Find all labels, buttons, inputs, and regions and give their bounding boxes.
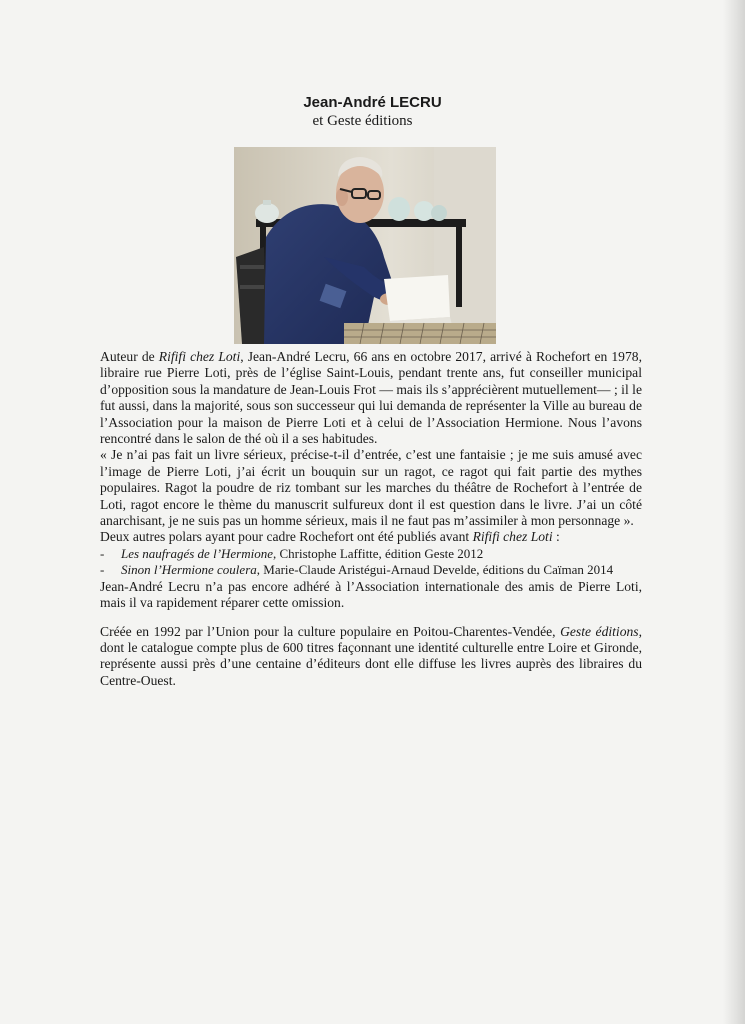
quote-paragraph: « Je n’ai pas fait un livre sérieux, précise-t-il d’entrée, c’est une fantaisie ; je me suis amusé avec l’image de Pierre Loti, j’ai écrit un bouquin sur un ragot, ce ragot qui fait partie des mythes populaires. Ragot la poudre de riz tombant sur les marches du théâtre de Rochefort à l’entrée de Loti, ragot encore le thème du manuscrit sulfureux dont il est question dans le livre. J’ai un côté anarchisant, je ne suis pas un homme sérieux, mais il ne faut pas m’assimiler à mon personnage ».	[100, 447, 642, 529]
geste-name: Geste éditions	[560, 623, 639, 639]
geste-paragraph	[100, 624, 642, 690]
intro-paragraph	[100, 349, 642, 447]
other-books-text: Deux autres polars ayant pour cadre Rochefort ont été publiés avant	[100, 529, 473, 545]
portrait-photo-icon	[234, 147, 496, 344]
adhesion-paragraph: Jean-André Lecru n’a pas encore adhéré à l’Association internationale des amis de Pierre Loti, mais il va rapidement réparer cette omission.	[100, 578, 642, 611]
intro-text-end: , Jean-André Lecru, 66 ans en octobre 2017, arrivé à Rochefort en 1978, libraire rue Pierre Loti, près de l’église Saint-Louis, pendant trente ans, fut conseiller municipal d’opposition sous la mandature de Jean-Louis Frot — mais ils s’apprécièrent mutuellement— ; il le fut aussi, dans la majorité, sous son successeur qui lui demanda de représenter la Ville au bureau de l’Association pour la maison de Pierre Loti et à celui de l’Association Hermione. Nous l’avons rencontré dans le salon de thé où il a ses habitudes.	[100, 349, 642, 447]
list-book-title: Les naufragés de l’Hermione	[121, 545, 274, 561]
page-subtitle: et Geste éditions	[312, 113, 413, 129]
list-dash: -	[100, 545, 105, 561]
list-book-details: , Christophe Laffitte, édition Geste 2012	[273, 545, 484, 561]
geste-text-start: Créée en 1992 par l’Union pour la culture populaire en Poitou-Charentes-Vendée,	[100, 623, 561, 639]
list-item	[100, 562, 642, 578]
portrait-photo	[234, 147, 496, 344]
intro-text-start: Auteur de	[100, 349, 159, 364]
list-dash: -	[100, 562, 105, 578]
other-books-intro	[100, 529, 642, 545]
page-edge-shadow	[723, 0, 745, 1024]
page-title: Jean-André LECRU	[303, 94, 442, 111]
book-title: Rififi chez Loti	[158, 349, 241, 364]
list-book-details: , Marie-Claude Aristégui-Arnaud Develde, éditions du Caïman 2014	[256, 562, 614, 578]
article-body	[100, 349, 642, 689]
list-book-title: Sinon l’Hermione coulera	[121, 562, 257, 578]
geste-text-end: , dont le catalogue compte plus de 600 titres façonnant une identité culturelle entre Loire et Gironde, représente aussi près d’une centaine d’éditeurs dont elle diffuse les livres auprès des libraires du Centre-Ouest.	[100, 623, 642, 688]
book-title-2: Rififi chez Loti	[472, 529, 553, 545]
paragraph-gap	[100, 612, 642, 624]
other-books-colon: :	[552, 529, 560, 545]
list-item	[100, 546, 642, 562]
